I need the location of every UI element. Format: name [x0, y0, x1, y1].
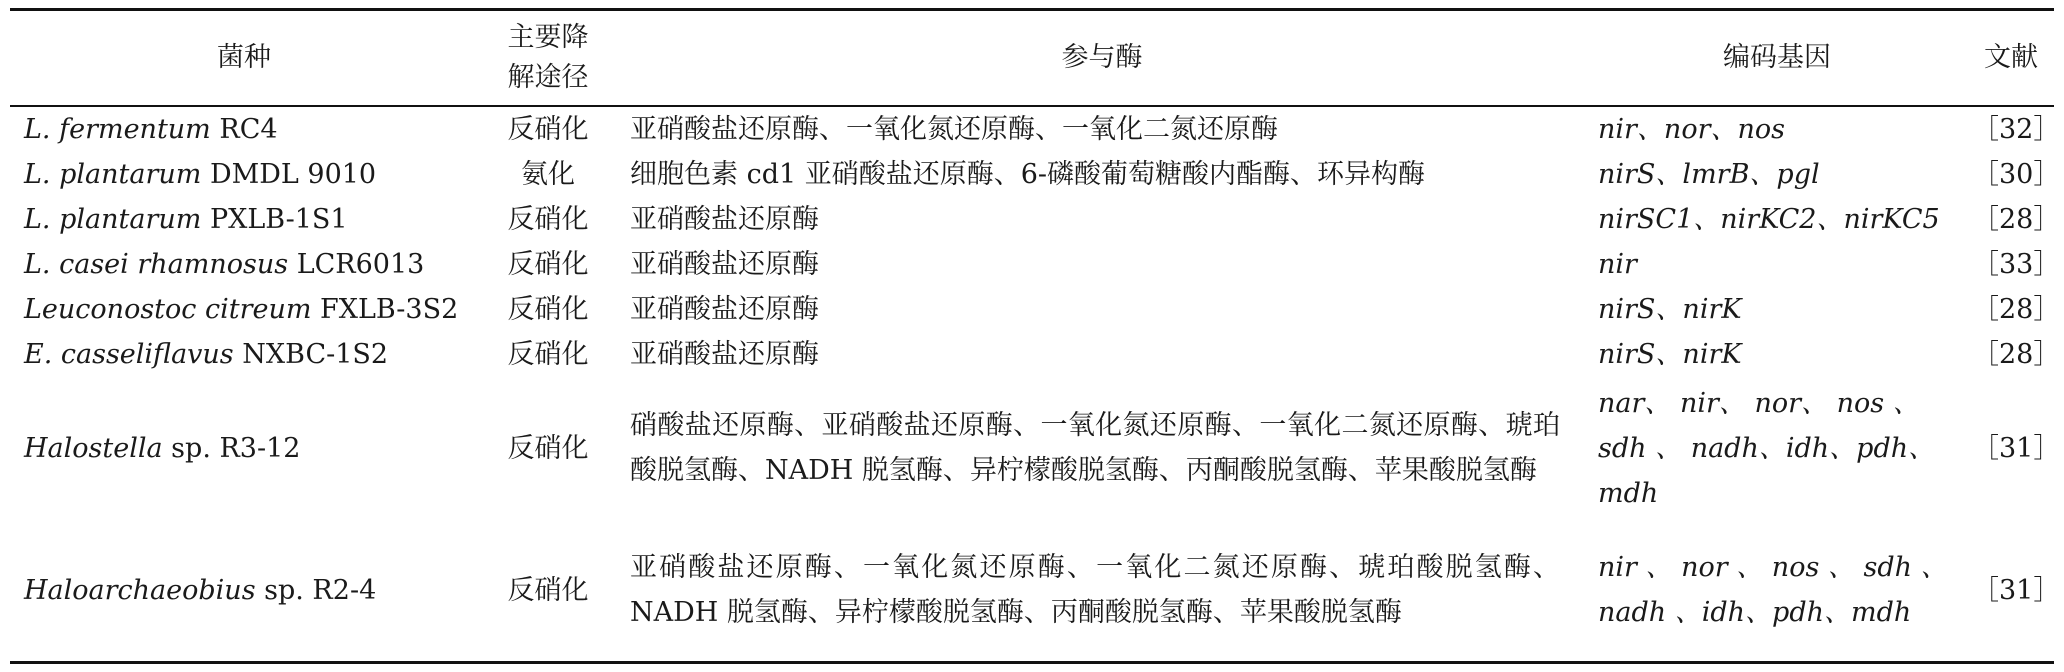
cell-enzymes: 亚硝酸盐还原酶、一氧化氮还原酶、一氧化二氮还原酶、琥珀酸脱氢酶、NADH 脱氢酶、异柠檬酸脱氢酶、丙酮酸脱氢酶、苹果酸脱氢酶 — [630, 552, 1560, 628]
table-header-row — [10, 10, 2054, 107]
species-name: Haloarchaeobius — [24, 574, 256, 606]
species-name: L. casei rhamnosus — [24, 249, 289, 280]
table-row — [10, 152, 2054, 197]
cell-pathway: 氨化 — [521, 159, 575, 190]
header-ref: 文献 — [1984, 42, 2038, 73]
species-strain: NXBC-1S2 — [233, 339, 389, 370]
species-strain: RC4 — [210, 114, 278, 145]
header-pathway-line1: 主要降 — [507, 22, 589, 53]
cell-pathway: 反硝化 — [507, 204, 589, 235]
cell-pathway: 反硝化 — [507, 114, 589, 145]
cell-ref: ［30］ — [1972, 159, 2061, 190]
cell-genes: nir — [1598, 249, 1637, 280]
species-name: Leuconostoc citreum — [24, 294, 312, 325]
cell-enzymes: 亚硝酸盐还原酶、一氧化氮还原酶、一氧化二氮还原酶 — [630, 114, 1278, 145]
species-strain: LCR6013 — [288, 249, 425, 280]
data-table — [10, 8, 2061, 664]
cell-species — [10, 332, 478, 377]
header-pathway-line2: 解途径 — [507, 62, 589, 93]
species-strain: PXLB-1S1 — [201, 204, 348, 235]
species-strain: sp. R3-12 — [162, 432, 301, 464]
cell-ref: ［28］ — [1972, 204, 2061, 235]
cell-enzymes: 亚硝酸盐还原酶 — [630, 249, 819, 280]
table-row — [10, 287, 2054, 332]
species-name: E. casseliflavus — [24, 339, 234, 370]
species-name: L. plantarum — [24, 204, 202, 235]
cell-species — [10, 106, 478, 152]
species-strain: DMDL 9010 — [201, 159, 377, 190]
header-enzymes: 参与酶 — [1061, 42, 1143, 73]
cell-enzymes: 亚硝酸盐还原酶 — [630, 294, 819, 325]
cell-genes: nirS、lmrB、pgl — [1598, 159, 1820, 190]
cell-pathway: 反硝化 — [507, 339, 589, 370]
cell-genes: nir 、 nor 、 nos 、 sdh 、 nadh 、idh、pdh、mdh — [1598, 552, 1948, 628]
cell-species — [10, 287, 478, 332]
cell-pathway: 反硝化 — [507, 294, 589, 325]
cell-pathway: 反硝化 — [507, 249, 589, 280]
cell-species — [10, 152, 478, 197]
table-row — [10, 106, 2054, 152]
cell-pathway: 反硝化 — [507, 574, 589, 606]
cell-ref: ［28］ — [1972, 294, 2061, 325]
table-row — [10, 332, 2054, 377]
cell-genes: nir、nor、nos — [1598, 114, 1785, 145]
species-strain: sp. R2-4 — [255, 574, 377, 606]
cell-pathway: 反硝化 — [507, 432, 589, 464]
cell-genes: nirS、nirK — [1598, 294, 1742, 325]
cell-genes: nirS、nirK — [1598, 339, 1742, 370]
cell-ref: ［31］ — [1972, 574, 2061, 606]
header-species: 菌种 — [217, 42, 271, 73]
cell-ref: ［28］ — [1972, 339, 2061, 370]
cell-genes: nar、 nir、 nor、 nos 、 sdh 、 nadh、idh、pdh、mdh — [1598, 387, 1936, 509]
cell-species — [10, 242, 478, 287]
cell-ref: ［33］ — [1972, 249, 2061, 280]
cell-genes: nirSC1、nirKC2、nirKC5 — [1598, 204, 1940, 235]
data-table-container — [10, 8, 2061, 664]
cell-ref: ［32］ — [1972, 114, 2061, 145]
table-row — [10, 197, 2054, 242]
cell-species — [10, 519, 478, 663]
species-name: L. fermentum — [24, 114, 211, 145]
cell-ref: ［31］ — [1972, 432, 2061, 464]
table-row — [10, 519, 2054, 663]
species-name: L. plantarum — [24, 159, 202, 190]
species-name: Halostella — [24, 432, 163, 464]
cell-species — [10, 197, 478, 242]
header-genes: 编码基因 — [1723, 42, 1831, 73]
cell-enzymes: 细胞色素 cd1 亚硝酸盐还原酶、6-磷酸葡萄糖酸内酯酶、环异构酶 — [630, 159, 1426, 190]
cell-enzymes: 亚硝酸盐还原酶 — [630, 339, 819, 370]
cell-species — [10, 377, 478, 519]
header-pathway — [478, 10, 618, 107]
table-row — [10, 377, 2054, 519]
table-row — [10, 242, 2054, 287]
species-strain: FXLB-3S2 — [311, 294, 459, 325]
cell-enzymes: 硝酸盐还原酶、亚硝酸盐还原酶、一氧化氮还原酶、一氧化二氮还原酶、琥珀酸脱氢酶、NADH 脱氢酶、异柠檬酸脱氢酶、丙酮酸脱氢酶、苹果酸脱氢酶 — [630, 410, 1560, 486]
cell-enzymes: 亚硝酸盐还原酶 — [630, 204, 819, 235]
